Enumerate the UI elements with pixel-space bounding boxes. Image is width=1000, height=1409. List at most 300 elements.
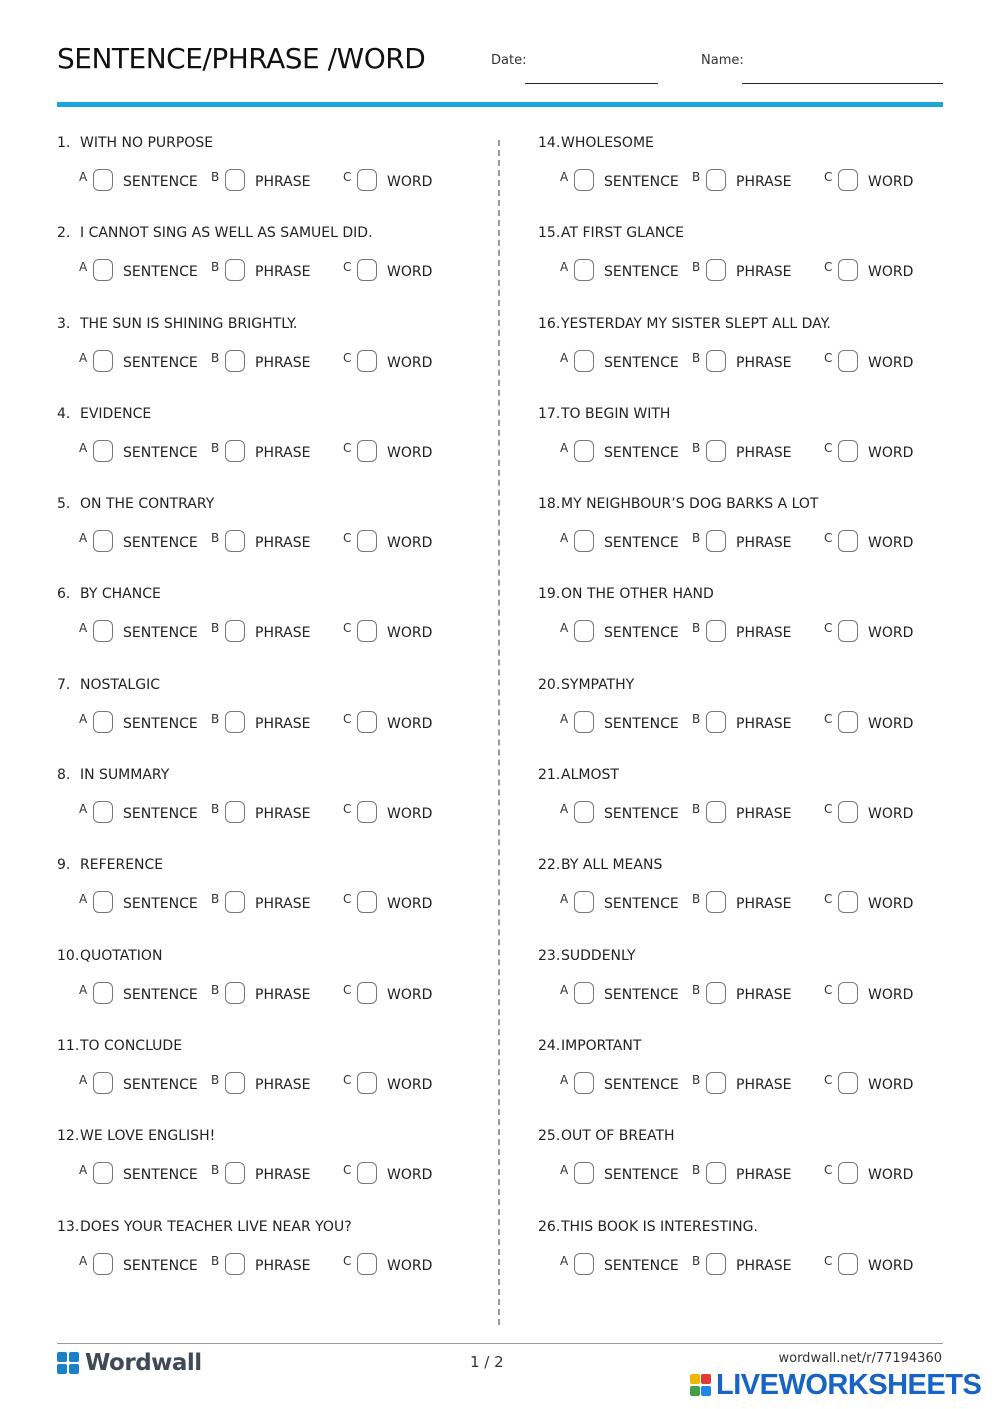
option-checkbox[interactable] bbox=[225, 530, 245, 552]
option-letter: C bbox=[343, 711, 352, 726]
option-letter: B bbox=[211, 1163, 220, 1178]
option-checkbox[interactable] bbox=[357, 350, 377, 372]
option-label: WORD bbox=[868, 715, 914, 732]
question-text: OUT OF BREATH bbox=[561, 1128, 675, 1145]
option-label: PHRASE bbox=[736, 264, 792, 281]
option-checkbox[interactable] bbox=[574, 1072, 594, 1094]
option-checkbox[interactable] bbox=[357, 711, 377, 733]
option-checkbox[interactable] bbox=[357, 891, 377, 913]
option-checkbox[interactable] bbox=[357, 1253, 377, 1275]
question-text: SUDDENLY bbox=[561, 947, 636, 964]
question-item bbox=[57, 1033, 487, 1123]
question-prompt bbox=[57, 316, 297, 332]
option-checkbox[interactable] bbox=[838, 440, 858, 462]
question-item bbox=[57, 672, 487, 762]
option-letter: B bbox=[211, 350, 220, 365]
option-label: SENTENCE bbox=[604, 1076, 679, 1093]
option-label: PHRASE bbox=[255, 264, 311, 281]
date-field[interactable] bbox=[525, 83, 658, 84]
question-number: 24. bbox=[538, 1037, 561, 1054]
option-label: SENTENCE bbox=[604, 986, 679, 1003]
option-checkbox[interactable] bbox=[93, 1072, 113, 1094]
option-label: SENTENCE bbox=[123, 715, 198, 732]
option-checkbox[interactable] bbox=[357, 440, 377, 462]
question-column-left bbox=[57, 130, 487, 1304]
option-label: PHRASE bbox=[736, 444, 792, 461]
option-letter: B bbox=[692, 260, 701, 275]
option-checkbox[interactable] bbox=[93, 169, 113, 191]
option-label: PHRASE bbox=[736, 354, 792, 371]
page-number: 1 / 2 bbox=[470, 1353, 504, 1371]
option-label: PHRASE bbox=[255, 625, 311, 642]
question-prompt bbox=[57, 1128, 215, 1144]
option-checkbox[interactable] bbox=[838, 169, 858, 191]
option-letter: C bbox=[824, 1072, 833, 1087]
option-checkbox[interactable] bbox=[93, 801, 113, 823]
option-label: WORD bbox=[387, 806, 433, 823]
question-number: 14. bbox=[538, 135, 561, 151]
option-checkbox[interactable] bbox=[225, 169, 245, 191]
option-letter: B bbox=[211, 440, 220, 455]
option-label: PHRASE bbox=[255, 535, 311, 552]
question-number: 26. bbox=[538, 1218, 561, 1235]
option-letter: A bbox=[560, 1163, 569, 1178]
question-prompt bbox=[538, 406, 670, 422]
question-text: IN SUMMARY bbox=[80, 767, 170, 784]
question-number: 13. bbox=[57, 1218, 80, 1235]
option-checkbox[interactable] bbox=[574, 801, 594, 823]
option-letter: A bbox=[560, 1253, 569, 1268]
option-letter: C bbox=[824, 892, 833, 907]
option-letter: C bbox=[343, 621, 352, 636]
option-checkbox[interactable] bbox=[706, 891, 726, 913]
option-checkbox[interactable] bbox=[706, 1162, 726, 1184]
question-item bbox=[538, 130, 968, 220]
question-text: IMPORTANT bbox=[561, 1037, 642, 1054]
option-checkbox[interactable] bbox=[225, 891, 245, 913]
liveworksheets-icon bbox=[690, 1374, 712, 1398]
question-prompt bbox=[57, 1038, 182, 1054]
option-label: SENTENCE bbox=[604, 1257, 679, 1274]
question-item bbox=[538, 943, 968, 1033]
question-text: WHOLESOME bbox=[561, 135, 654, 151]
option-checkbox[interactable] bbox=[574, 711, 594, 733]
question-text: TO BEGIN WITH bbox=[561, 405, 671, 422]
option-checkbox[interactable] bbox=[574, 891, 594, 913]
option-label: WORD bbox=[868, 896, 914, 913]
option-checkbox[interactable] bbox=[93, 620, 113, 642]
question-prompt bbox=[57, 406, 151, 422]
option-letter: A bbox=[79, 621, 88, 636]
liveworksheets-text: LIVEWORKSHEETS bbox=[716, 1369, 982, 1401]
question-text: BY CHANCE bbox=[80, 586, 161, 603]
option-letter: C bbox=[824, 260, 833, 275]
option-label: SENTENCE bbox=[604, 625, 679, 642]
option-label: SENTENCE bbox=[123, 1257, 198, 1274]
option-checkbox[interactable] bbox=[357, 1162, 377, 1184]
option-label: SENTENCE bbox=[123, 625, 198, 642]
option-letter: B bbox=[692, 621, 701, 636]
option-checkbox[interactable] bbox=[706, 440, 726, 462]
question-item bbox=[538, 1214, 968, 1304]
option-label: SENTENCE bbox=[123, 896, 198, 913]
option-label: SENTENCE bbox=[123, 354, 198, 371]
column-divider bbox=[498, 140, 500, 1325]
option-letter: A bbox=[79, 892, 88, 907]
option-letter: C bbox=[824, 982, 833, 997]
option-label: SENTENCE bbox=[123, 986, 198, 1003]
question-prompt bbox=[538, 496, 818, 512]
option-label: PHRASE bbox=[736, 1076, 792, 1093]
option-label: PHRASE bbox=[255, 354, 311, 371]
question-number: 11. bbox=[57, 1037, 80, 1054]
option-label: SENTENCE bbox=[123, 444, 198, 461]
question-text: NOSTALGIC bbox=[80, 676, 160, 693]
date-label: Date: bbox=[491, 53, 527, 68]
option-checkbox[interactable] bbox=[93, 1253, 113, 1275]
option-letter: B bbox=[692, 1163, 701, 1178]
question-item bbox=[57, 220, 487, 310]
option-label: WORD bbox=[387, 1076, 433, 1093]
question-item bbox=[538, 1123, 968, 1213]
option-label: SENTENCE bbox=[123, 806, 198, 823]
option-label: WORD bbox=[868, 444, 914, 461]
option-label: WORD bbox=[387, 986, 433, 1003]
question-text: ON THE CONTRARY bbox=[80, 496, 215, 513]
question-item bbox=[57, 1123, 487, 1213]
question-text: ON THE OTHER HAND bbox=[561, 586, 714, 603]
option-letter: B bbox=[211, 170, 220, 184]
option-checkbox[interactable] bbox=[93, 259, 113, 281]
option-letter: A bbox=[79, 1253, 88, 1268]
option-letter: A bbox=[79, 531, 88, 546]
option-checkbox[interactable] bbox=[574, 1253, 594, 1275]
option-letter: A bbox=[560, 440, 569, 455]
option-label: PHRASE bbox=[255, 806, 311, 823]
option-checkbox[interactable] bbox=[225, 801, 245, 823]
option-letter: C bbox=[824, 711, 833, 726]
option-checkbox[interactable] bbox=[706, 530, 726, 552]
option-checkbox[interactable] bbox=[838, 530, 858, 552]
question-prompt bbox=[538, 586, 714, 602]
option-letter: A bbox=[79, 350, 88, 365]
option-checkbox[interactable] bbox=[574, 440, 594, 462]
option-letter: B bbox=[211, 621, 220, 636]
option-checkbox[interactable] bbox=[225, 711, 245, 733]
question-prompt bbox=[538, 1038, 641, 1054]
option-letter: C bbox=[343, 892, 352, 907]
option-label: PHRASE bbox=[736, 174, 792, 190]
option-checkbox[interactable] bbox=[225, 1253, 245, 1275]
option-label: WORD bbox=[868, 1167, 914, 1184]
option-letter: B bbox=[211, 711, 220, 726]
option-checkbox[interactable] bbox=[838, 1072, 858, 1094]
option-checkbox[interactable] bbox=[225, 440, 245, 462]
option-checkbox[interactable] bbox=[357, 530, 377, 552]
question-prompt bbox=[538, 316, 831, 332]
question-prompt bbox=[57, 767, 169, 783]
option-letter: A bbox=[560, 621, 569, 636]
option-label: SENTENCE bbox=[604, 444, 679, 461]
option-letter: C bbox=[343, 1253, 352, 1268]
option-letter: C bbox=[824, 621, 833, 636]
question-item bbox=[538, 1033, 968, 1123]
option-checkbox[interactable] bbox=[93, 530, 113, 552]
question-number: 17. bbox=[538, 405, 561, 422]
option-checkbox[interactable] bbox=[357, 620, 377, 642]
question-prompt bbox=[538, 1128, 675, 1144]
option-checkbox[interactable] bbox=[706, 982, 726, 1004]
option-label: SENTENCE bbox=[604, 715, 679, 732]
option-label: WORD bbox=[868, 174, 914, 190]
question-text: THIS BOOK IS INTERESTING. bbox=[561, 1218, 758, 1235]
option-letter: B bbox=[692, 892, 701, 907]
option-label: SENTENCE bbox=[123, 1076, 198, 1093]
question-text: AT FIRST GLANCE bbox=[561, 225, 684, 242]
option-checkbox[interactable] bbox=[93, 891, 113, 913]
question-prompt bbox=[538, 225, 684, 241]
option-checkbox[interactable] bbox=[706, 259, 726, 281]
option-letter: C bbox=[343, 440, 352, 455]
option-label: WORD bbox=[387, 1257, 433, 1274]
question-item bbox=[538, 311, 968, 401]
option-checkbox[interactable] bbox=[574, 169, 594, 191]
option-letter: C bbox=[824, 170, 833, 184]
question-item bbox=[57, 581, 487, 671]
option-letter: A bbox=[560, 711, 569, 726]
option-letter: B bbox=[692, 982, 701, 997]
question-number: 25. bbox=[538, 1128, 561, 1145]
question-prompt bbox=[538, 135, 654, 151]
option-label: SENTENCE bbox=[123, 1167, 198, 1184]
option-letter: C bbox=[343, 982, 352, 997]
option-checkbox[interactable] bbox=[838, 711, 858, 733]
option-checkbox[interactable] bbox=[225, 982, 245, 1004]
option-letter: A bbox=[79, 1163, 88, 1178]
option-checkbox[interactable] bbox=[706, 1253, 726, 1275]
option-checkbox[interactable] bbox=[357, 259, 377, 281]
question-prompt bbox=[57, 496, 214, 512]
question-number: 4. bbox=[57, 405, 71, 422]
option-checkbox[interactable] bbox=[225, 1162, 245, 1184]
option-checkbox[interactable] bbox=[838, 1253, 858, 1275]
option-letter: B bbox=[692, 440, 701, 455]
option-letter: A bbox=[560, 802, 569, 817]
option-letter: B bbox=[211, 982, 220, 997]
question-text: YESTERDAY MY SISTER SLEPT ALL DAY. bbox=[561, 315, 831, 332]
option-letter: B bbox=[692, 350, 701, 365]
option-checkbox[interactable] bbox=[357, 169, 377, 191]
option-letter: C bbox=[343, 1163, 352, 1178]
option-letter: A bbox=[79, 802, 88, 817]
liveworksheets-watermark bbox=[690, 1369, 981, 1402]
option-checkbox[interactable] bbox=[838, 620, 858, 642]
option-letter: B bbox=[692, 1072, 701, 1087]
question-column-right bbox=[538, 130, 968, 1304]
option-checkbox[interactable] bbox=[357, 801, 377, 823]
option-checkbox[interactable] bbox=[93, 711, 113, 733]
option-label: PHRASE bbox=[255, 986, 311, 1003]
name-label: Name: bbox=[701, 53, 744, 68]
footer-rule bbox=[57, 1343, 943, 1344]
option-checkbox[interactable] bbox=[706, 620, 726, 642]
option-letter: B bbox=[692, 531, 701, 546]
question-item bbox=[538, 852, 968, 942]
option-label: SENTENCE bbox=[604, 896, 679, 913]
option-label: PHRASE bbox=[736, 625, 792, 642]
option-label: WORD bbox=[868, 1257, 914, 1274]
question-prompt bbox=[538, 677, 634, 693]
question-item bbox=[538, 491, 968, 581]
option-label: WORD bbox=[387, 625, 433, 642]
option-checkbox[interactable] bbox=[838, 1162, 858, 1184]
option-checkbox[interactable] bbox=[225, 259, 245, 281]
question-item bbox=[538, 401, 968, 491]
question-number: 23. bbox=[538, 947, 561, 964]
question-item bbox=[538, 581, 968, 671]
option-letter: A bbox=[79, 170, 88, 184]
option-label: PHRASE bbox=[736, 1167, 792, 1184]
option-checkbox[interactable] bbox=[357, 982, 377, 1004]
question-item bbox=[538, 220, 968, 310]
header-accent-rule bbox=[57, 102, 943, 107]
option-label: SENTENCE bbox=[604, 264, 679, 281]
question-text: DOES YOUR TEACHER LIVE NEAR YOU? bbox=[80, 1218, 352, 1235]
option-checkbox[interactable] bbox=[706, 801, 726, 823]
option-checkbox[interactable] bbox=[838, 801, 858, 823]
question-prompt bbox=[57, 225, 373, 241]
option-checkbox[interactable] bbox=[706, 1072, 726, 1094]
option-label: SENTENCE bbox=[604, 535, 679, 552]
option-letter: C bbox=[824, 350, 833, 365]
option-letter: C bbox=[343, 1072, 352, 1087]
option-checkbox[interactable] bbox=[574, 350, 594, 372]
option-label: WORD bbox=[387, 354, 433, 371]
option-letter: C bbox=[824, 440, 833, 455]
question-number: 18. bbox=[538, 496, 561, 513]
option-letter: A bbox=[560, 982, 569, 997]
option-label: WORD bbox=[868, 535, 914, 552]
name-field[interactable] bbox=[742, 83, 943, 84]
question-number: 7. bbox=[57, 676, 71, 693]
question-number: 12. bbox=[57, 1128, 80, 1145]
option-letter: B bbox=[211, 892, 220, 907]
option-checkbox[interactable] bbox=[93, 350, 113, 372]
question-number: 3. bbox=[57, 315, 71, 332]
question-text: REFERENCE bbox=[80, 857, 164, 874]
option-checkbox[interactable] bbox=[574, 530, 594, 552]
wordwall-logo-icon bbox=[57, 1352, 79, 1374]
option-checkbox[interactable] bbox=[706, 711, 726, 733]
option-label: WORD bbox=[387, 1167, 433, 1184]
option-label: WORD bbox=[387, 264, 433, 281]
option-letter: B bbox=[211, 260, 220, 275]
question-text: BY ALL MEANS bbox=[561, 857, 663, 874]
option-letter: C bbox=[343, 260, 352, 275]
question-number: 8. bbox=[57, 767, 71, 784]
question-text: THE SUN IS SHINING BRIGHTLY. bbox=[80, 315, 298, 332]
question-prompt bbox=[538, 948, 636, 964]
question-text: WITH NO PURPOSE bbox=[80, 135, 214, 151]
option-checkbox[interactable] bbox=[225, 620, 245, 642]
question-prompt bbox=[538, 857, 662, 873]
question-number: 22. bbox=[538, 857, 561, 874]
option-letter: B bbox=[211, 1253, 220, 1268]
question-number: 5. bbox=[57, 496, 71, 513]
option-letter: C bbox=[343, 531, 352, 546]
option-checkbox[interactable] bbox=[574, 620, 594, 642]
option-label: PHRASE bbox=[255, 715, 311, 732]
question-text: WE LOVE ENGLISH! bbox=[80, 1128, 216, 1145]
option-checkbox[interactable] bbox=[574, 1162, 594, 1184]
option-label: WORD bbox=[868, 354, 914, 371]
option-label: WORD bbox=[868, 1076, 914, 1093]
question-text: TO CONCLUDE bbox=[80, 1037, 183, 1054]
question-number: 15. bbox=[538, 225, 561, 242]
option-checkbox[interactable] bbox=[838, 891, 858, 913]
option-checkbox[interactable] bbox=[706, 169, 726, 191]
question-item bbox=[57, 491, 487, 581]
option-letter: A bbox=[79, 982, 88, 997]
question-item bbox=[57, 762, 487, 852]
option-label: WORD bbox=[387, 896, 433, 913]
option-label: PHRASE bbox=[255, 1167, 311, 1184]
question-number: 19. bbox=[538, 586, 561, 603]
option-label: PHRASE bbox=[736, 1257, 792, 1274]
question-item bbox=[57, 401, 487, 491]
wordwall-logo bbox=[57, 1350, 202, 1376]
option-letter: B bbox=[692, 170, 701, 184]
question-item bbox=[57, 1214, 487, 1304]
option-checkbox[interactable] bbox=[574, 982, 594, 1004]
option-letter: A bbox=[560, 170, 569, 184]
wordwall-logo-text: Wordwall bbox=[85, 1350, 202, 1376]
option-checkbox[interactable] bbox=[838, 350, 858, 372]
question-prompt bbox=[57, 586, 161, 602]
option-checkbox[interactable] bbox=[574, 259, 594, 281]
option-label: PHRASE bbox=[736, 715, 792, 732]
option-label: PHRASE bbox=[736, 986, 792, 1003]
question-item bbox=[57, 943, 487, 1033]
option-checkbox[interactable] bbox=[93, 440, 113, 462]
option-checkbox[interactable] bbox=[225, 350, 245, 372]
option-checkbox[interactable] bbox=[93, 1162, 113, 1184]
question-text: QUOTATION bbox=[80, 947, 163, 964]
option-letter: C bbox=[824, 1253, 833, 1268]
option-letter: B bbox=[692, 1253, 701, 1268]
question-prompt bbox=[538, 767, 619, 783]
question-number: 20. bbox=[538, 676, 561, 693]
option-checkbox[interactable] bbox=[838, 259, 858, 281]
option-letter: A bbox=[79, 260, 88, 275]
option-label: PHRASE bbox=[255, 1257, 311, 1274]
option-checkbox[interactable] bbox=[357, 1072, 377, 1094]
question-item bbox=[538, 672, 968, 762]
option-letter: B bbox=[211, 531, 220, 546]
option-label: WORD bbox=[387, 535, 433, 552]
option-checkbox[interactable] bbox=[225, 1072, 245, 1094]
option-label: PHRASE bbox=[736, 896, 792, 913]
question-prompt bbox=[538, 1219, 758, 1235]
option-checkbox[interactable] bbox=[706, 350, 726, 372]
option-label: WORD bbox=[868, 986, 914, 1003]
option-checkbox[interactable] bbox=[838, 982, 858, 1004]
option-checkbox[interactable] bbox=[93, 982, 113, 1004]
option-label: SENTENCE bbox=[123, 264, 198, 281]
option-label: PHRASE bbox=[255, 896, 311, 913]
option-label: WORD bbox=[868, 806, 914, 823]
option-letter: A bbox=[560, 350, 569, 365]
